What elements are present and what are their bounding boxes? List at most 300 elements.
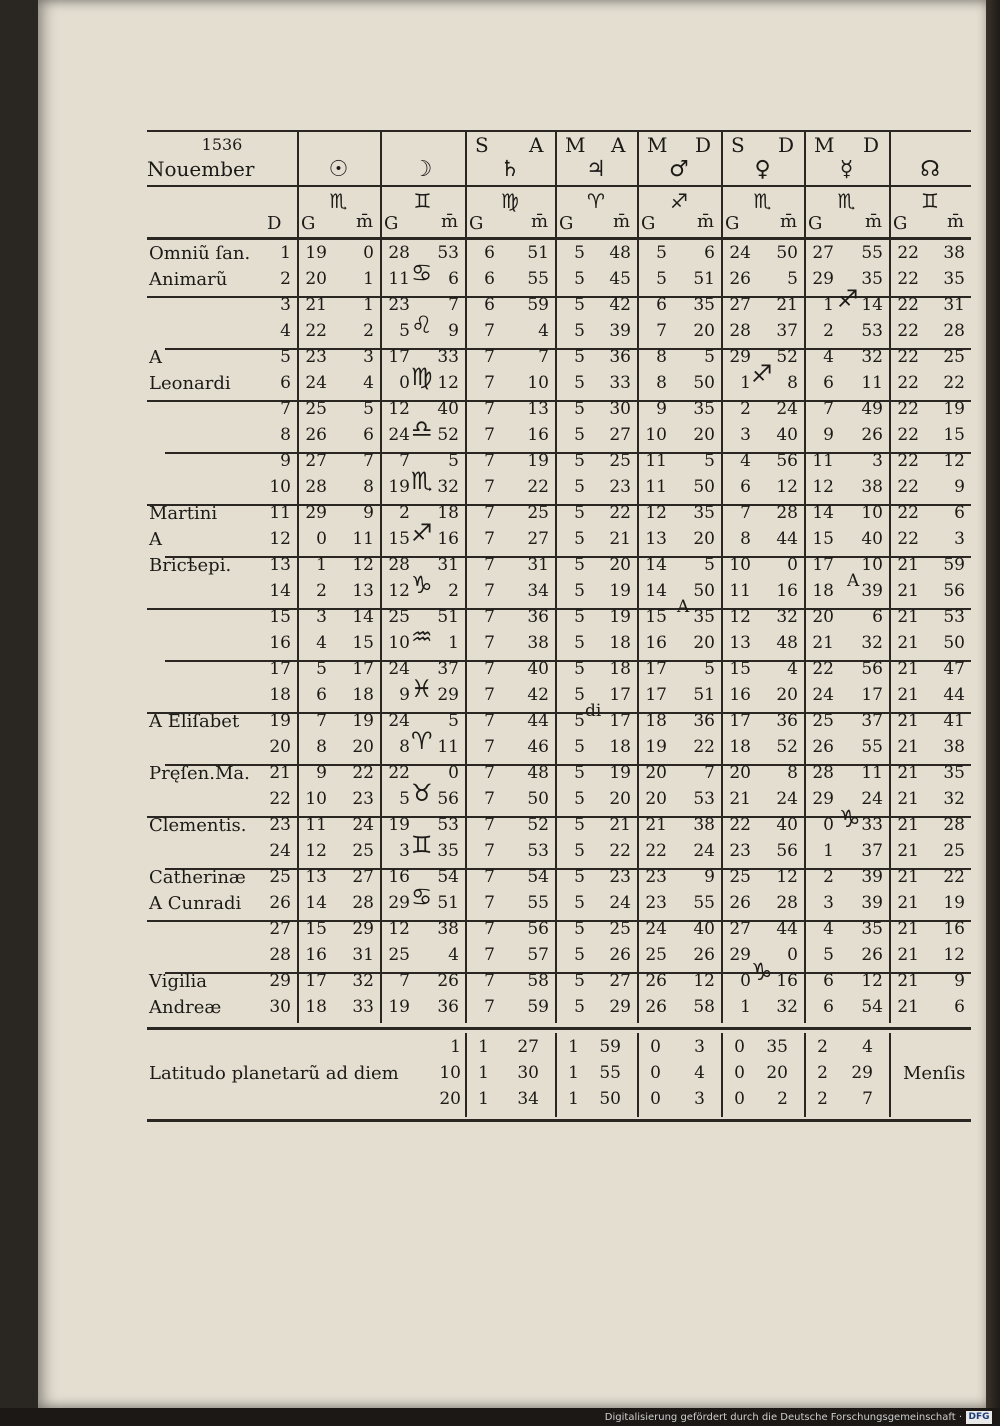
minute-value: 52 (527, 815, 549, 835)
minute-value: 8 (787, 373, 798, 393)
day-number: 1 (280, 243, 291, 263)
degree-value: 8 (316, 737, 327, 757)
minute-value: 34 (527, 581, 549, 601)
degree-value: 13 (729, 633, 751, 653)
column-rule (721, 130, 723, 1023)
degree-label: G (808, 213, 823, 234)
mercury-sign-mark: ♐ (837, 284, 859, 313)
minute-value: 51 (693, 269, 715, 289)
minute-value: 6 (872, 607, 883, 627)
minute-value: 21 (609, 815, 631, 835)
degree-value: 6 (823, 997, 834, 1017)
degree-value: 21 (645, 815, 667, 835)
degree-label: G (725, 213, 740, 234)
degree-value: 12 (388, 581, 410, 601)
minute-value: 32 (437, 477, 459, 497)
zodiac-sign: ♍ (501, 189, 519, 213)
minute-value: 12 (776, 867, 798, 887)
minute-value: 53 (527, 841, 549, 861)
minute-value: 14 (352, 607, 374, 627)
minute-value: 19 (943, 893, 965, 913)
degree-value: 10 (729, 555, 751, 575)
minute-value: 5 (704, 347, 715, 367)
minute-value: 39 (861, 867, 883, 887)
degree-value: 21 (897, 789, 919, 809)
minute-value: 23 (609, 867, 631, 887)
minute-value: 35 (693, 399, 715, 419)
minute-value: 12 (693, 971, 715, 991)
degree-value: 22 (897, 373, 919, 393)
latitude-degree: 2 (817, 1089, 828, 1109)
degree-value: 7 (484, 737, 495, 757)
degree-value: 20 (645, 763, 667, 783)
latitude-degree: 2 (817, 1063, 828, 1083)
degree-value: 12 (729, 607, 751, 627)
degree-label: G (893, 213, 908, 234)
column-rule (804, 130, 806, 1023)
minute-value: 55 (693, 893, 715, 913)
degree-value: 22 (897, 503, 919, 523)
minute-value: 51 (437, 607, 459, 627)
feast-name: Animarũ (149, 269, 228, 290)
day-number: 3 (280, 295, 291, 315)
minute-value: 24 (693, 841, 715, 861)
minute-value: 59 (527, 295, 549, 315)
degree-label: G (559, 213, 574, 234)
degree-value: 27 (729, 919, 751, 939)
minute-value: 26 (861, 945, 883, 965)
minute-value: 21 (776, 295, 798, 315)
minute-value: 24 (609, 893, 631, 913)
latitude-minute: 30 (517, 1063, 539, 1083)
degree-value: 21 (897, 659, 919, 679)
degree-value: 7 (656, 321, 667, 341)
minute-value: 7 (363, 451, 374, 471)
minute-value: 32 (861, 633, 883, 653)
minute-value: 5 (787, 269, 798, 289)
degree-value: 10 (388, 633, 410, 653)
degree-value: 29 (812, 789, 834, 809)
degree-label: G (641, 213, 656, 234)
degree-value: 22 (812, 659, 834, 679)
degree-value: 5 (574, 477, 585, 497)
latitude-day: 10 (439, 1063, 461, 1083)
day-number: 23 (269, 815, 291, 835)
latitude-minute: 4 (862, 1037, 873, 1057)
degree-value: 5 (574, 373, 585, 393)
latitude-column-rule (465, 1033, 467, 1117)
degree-value: 5 (574, 737, 585, 757)
minute-value: 10 (527, 373, 549, 393)
latitude-column-rule (721, 1033, 723, 1117)
degree-value: 5 (574, 997, 585, 1017)
minute-value: 38 (943, 243, 965, 263)
degree-value: 23 (305, 347, 327, 367)
degree-value: 27 (305, 451, 327, 471)
minute-value: 28 (943, 815, 965, 835)
degree-value: 5 (574, 581, 585, 601)
moon-sign-mark: ♎ (411, 415, 433, 443)
minute-value: 19 (609, 763, 631, 783)
minute-value: 30 (609, 399, 631, 419)
minute-value: 46 (527, 737, 549, 757)
degree-value: 7 (484, 373, 495, 393)
latitude-minute: 3 (694, 1089, 705, 1109)
degree-value: 7 (484, 841, 495, 861)
degree-value: 8 (399, 737, 410, 757)
minute-value: 35 (693, 295, 715, 315)
feast-name: Clementis. (149, 815, 247, 836)
degree-value: 17 (388, 347, 410, 367)
minute-value: 7 (704, 763, 715, 783)
degree-value: 5 (574, 633, 585, 653)
minute-value: 27 (609, 425, 631, 445)
minute-value: 35 (437, 841, 459, 861)
degree-value: 15 (305, 919, 327, 939)
degree-value: 6 (484, 243, 495, 263)
minute-value: 20 (693, 529, 715, 549)
minute-value: 25 (943, 347, 965, 367)
degree-value: 5 (316, 659, 327, 679)
degree-value: 7 (484, 555, 495, 575)
degree-value: 7 (484, 685, 495, 705)
degree-value: 3 (823, 893, 834, 913)
degree-value: 12 (812, 477, 834, 497)
degree-value: 23 (645, 867, 667, 887)
minute-value: 52 (776, 347, 798, 367)
minute-value: 58 (527, 971, 549, 991)
minute-value: 16 (527, 425, 549, 445)
column-rule (889, 130, 891, 1023)
minute-value: 31 (943, 295, 965, 315)
latitude-column-rule (889, 1033, 891, 1117)
latitude-minute: 3 (694, 1037, 705, 1057)
day-number: 20 (269, 737, 291, 757)
degree-value: 13 (645, 529, 667, 549)
minute-value: 23 (609, 477, 631, 497)
minute-value: 51 (693, 685, 715, 705)
minute-value: 0 (787, 945, 798, 965)
degree-value: 14 (812, 503, 834, 523)
degree-value: 6 (484, 295, 495, 315)
degree-value: 22 (645, 841, 667, 861)
degree-value: 20 (729, 763, 751, 783)
degree-value: 7 (484, 347, 495, 367)
minute-value: 36 (527, 607, 549, 627)
degree-value: 22 (897, 425, 919, 445)
degree-value: 17 (812, 555, 834, 575)
minute-value: 2 (448, 581, 459, 601)
degree-value: 7 (484, 789, 495, 809)
moon-sign-mark: ♉ (411, 779, 433, 807)
minute-value: 54 (861, 997, 883, 1017)
degree-value: 22 (897, 269, 919, 289)
degree-value: 5 (574, 711, 585, 731)
degree-value: 21 (729, 789, 751, 809)
degree-value: 7 (399, 971, 410, 991)
degree-value: 18 (812, 581, 834, 601)
minute-value: 9 (954, 971, 965, 991)
degree-value: 29 (729, 347, 751, 367)
mercury-mark: A (847, 570, 860, 591)
degree-value: 25 (388, 945, 410, 965)
degree-value: 9 (656, 399, 667, 419)
minute-value: 32 (943, 789, 965, 809)
feast-name: Bricѣepi. (149, 555, 232, 576)
minute-value: 26 (693, 945, 715, 965)
minute-value: 38 (527, 633, 549, 653)
latitude-minute: 7 (862, 1089, 873, 1109)
day-number: 6 (280, 373, 291, 393)
minute-value: 54 (527, 867, 549, 887)
degree-value: 5 (399, 321, 410, 341)
minute-value: 55 (527, 893, 549, 913)
degree-value: 5 (574, 893, 585, 913)
degree-value: 7 (484, 867, 495, 887)
degree-value: 28 (729, 321, 751, 341)
feast-name: Catherinæ (149, 867, 246, 888)
degree-value: 17 (305, 971, 327, 991)
day-column-label: D (267, 213, 282, 234)
degree-value: 5 (574, 815, 585, 835)
degree-value: 22 (897, 399, 919, 419)
planet-symbol: ☿ (839, 157, 854, 182)
minute-value: 31 (352, 945, 374, 965)
degree-value: 21 (897, 971, 919, 991)
minute-value: 20 (609, 789, 631, 809)
degree-value: 22 (897, 243, 919, 263)
data-bottom-rule (147, 1027, 971, 1030)
minute-value: 3 (954, 529, 965, 549)
moon-sign-mark: ♒ (411, 623, 433, 651)
feast-name: A (149, 347, 162, 368)
minute-value: 56 (776, 841, 798, 861)
degree-value: 16 (729, 685, 751, 705)
minute-value: 40 (693, 919, 715, 939)
degree-value: 20 (305, 269, 327, 289)
day-number: 24 (269, 841, 291, 861)
degree-value: 26 (645, 971, 667, 991)
table-final-rule (147, 1119, 971, 1122)
minute-value: 19 (609, 607, 631, 627)
degree-value: 2 (740, 399, 751, 419)
venus-sign-mark: ♐ (751, 360, 773, 388)
degree-value: 1 (316, 555, 327, 575)
feast-name: Vigilia (149, 971, 207, 992)
day-number: 27 (269, 919, 291, 939)
degree-value: 24 (388, 425, 410, 445)
degree-value: 5 (574, 529, 585, 549)
degree-value: 5 (574, 399, 585, 419)
degree-value: 0 (823, 815, 834, 835)
minute-value: 19 (352, 711, 374, 731)
degree-value: 7 (740, 503, 751, 523)
minute-value: 35 (943, 269, 965, 289)
day-number: 28 (269, 945, 291, 965)
degree-value: 28 (305, 477, 327, 497)
latitude-degree: 1 (568, 1037, 579, 1057)
minute-value: 5 (704, 555, 715, 575)
aspect-letter: M (647, 133, 668, 157)
minute-value: 4 (448, 945, 459, 965)
day-number: 8 (280, 425, 291, 445)
minute-value: 7 (448, 295, 459, 315)
degree-value: 2 (823, 321, 834, 341)
degree-value: 5 (574, 971, 585, 991)
minute-label: m̄ (531, 211, 549, 232)
planet-symbol: ♂ (669, 157, 689, 182)
degree-value: 9 (399, 685, 410, 705)
day-number: 10 (269, 477, 291, 497)
planet-symbol: ☊ (920, 157, 940, 182)
latitude-minute: 59 (599, 1037, 621, 1057)
day-number: 17 (269, 659, 291, 679)
degree-value: 21 (897, 867, 919, 887)
minute-value: 3 (363, 347, 374, 367)
degree-value: 2 (823, 867, 834, 887)
minute-value: 1 (363, 295, 374, 315)
minute-value: 3 (872, 451, 883, 471)
degree-value: 26 (729, 893, 751, 913)
minute-value: 36 (776, 711, 798, 731)
minute-value: 49 (861, 399, 883, 419)
minute-value: 35 (693, 503, 715, 523)
minute-value: 35 (861, 919, 883, 939)
latitude-minute: 27 (517, 1037, 539, 1057)
degree-value: 15 (729, 659, 751, 679)
column-rule (297, 130, 299, 1023)
minute-value: 50 (776, 243, 798, 263)
degree-value: 10 (645, 425, 667, 445)
degree-value: 11 (305, 815, 327, 835)
degree-value: 24 (388, 711, 410, 731)
latitude-column-rule (555, 1033, 557, 1117)
latitude-degree: 0 (650, 1063, 661, 1083)
minute-value: 26 (437, 971, 459, 991)
degree-value: 19 (388, 477, 410, 497)
degree-value: 21 (897, 893, 919, 913)
minute-value: 29 (352, 919, 374, 939)
minute-value: 40 (776, 425, 798, 445)
aspect-letter: A (529, 133, 544, 157)
zodiac-sign: ♏ (329, 189, 348, 213)
minute-value: 19 (527, 451, 549, 471)
minute-value: 6 (954, 503, 965, 523)
feast-name: A Eliſabet (149, 711, 240, 732)
minute-value: 35 (693, 607, 715, 627)
degree-value: 2 (316, 581, 327, 601)
minute-value: 40 (776, 815, 798, 835)
minute-value: 39 (861, 893, 883, 913)
degree-value: 7 (484, 425, 495, 445)
degree-value: 11 (729, 581, 751, 601)
latitude-degree: 0 (734, 1089, 745, 1109)
minute-value: 47 (943, 659, 965, 679)
minute-value: 16 (776, 971, 798, 991)
minute-value: 5 (704, 451, 715, 471)
degree-value: 25 (645, 945, 667, 965)
degree-value: 21 (897, 711, 919, 731)
minute-value: 28 (776, 503, 798, 523)
degree-value: 7 (484, 321, 495, 341)
degree-value: 17 (645, 659, 667, 679)
degree-value: 0 (316, 529, 327, 549)
minute-value: 55 (527, 269, 549, 289)
minute-value: 39 (861, 581, 883, 601)
degree-value: 23 (388, 295, 410, 315)
minute-value: 20 (609, 555, 631, 575)
minute-value: 28 (352, 893, 374, 913)
degree-value: 5 (574, 867, 585, 887)
minute-value: 18 (609, 659, 631, 679)
aspect-letter: A (611, 133, 626, 157)
degree-value: 5 (574, 451, 585, 471)
zodiac-sign: ♏ (837, 189, 856, 213)
degree-value: 21 (897, 581, 919, 601)
degree-value: 19 (388, 997, 410, 1017)
latitude-degree: 0 (734, 1063, 745, 1083)
minute-value: 37 (861, 711, 883, 731)
minute-label: m̄ (947, 211, 965, 232)
degree-value: 4 (823, 919, 834, 939)
degree-value: 5 (574, 685, 585, 705)
latitude-degree: 1 (478, 1089, 489, 1109)
degree-value: 4 (316, 633, 327, 653)
minute-value: 58 (693, 997, 715, 1017)
month-label: Nouember (147, 157, 255, 181)
degree-value: 11 (388, 269, 410, 289)
minute-value: 12 (352, 555, 374, 575)
day-number: 29 (269, 971, 291, 991)
minute-value: 13 (527, 399, 549, 419)
degree-value: 8 (656, 373, 667, 393)
mars-mark: A (677, 596, 690, 617)
degree-value: 7 (484, 763, 495, 783)
degree-value: 7 (484, 997, 495, 1017)
minute-value: 33 (437, 347, 459, 367)
degree-value: 5 (574, 945, 585, 965)
degree-value: 7 (484, 659, 495, 679)
degree-value: 5 (574, 555, 585, 575)
minute-value: 25 (527, 503, 549, 523)
minute-label: m̄ (356, 211, 374, 232)
minute-value: 51 (527, 243, 549, 263)
degree-value: 19 (305, 243, 327, 263)
degree-value: 26 (305, 425, 327, 445)
latitude-minute: 35 (766, 1037, 788, 1057)
minute-value: 56 (527, 919, 549, 939)
moon-sign-mark: ♈ (411, 727, 433, 755)
day-number: 19 (269, 711, 291, 731)
latitude-label: Latitudo planetarũ ad diem (149, 1063, 399, 1084)
degree-value: 1 (740, 373, 751, 393)
latitude-degree: 2 (817, 1037, 828, 1057)
minute-value: 18 (437, 503, 459, 523)
minute-value: 53 (437, 815, 459, 835)
minute-value: 31 (527, 555, 549, 575)
degree-value: 1 (740, 997, 751, 1017)
degree-value: 12 (388, 399, 410, 419)
minute-value: 27 (609, 971, 631, 991)
minute-value: 6 (363, 425, 374, 445)
degree-value: 6 (316, 685, 327, 705)
day-number: 16 (269, 633, 291, 653)
minute-value: 20 (693, 425, 715, 445)
minute-value: 38 (943, 737, 965, 757)
degree-value: 5 (574, 321, 585, 341)
minute-value: 22 (943, 373, 965, 393)
degree-value: 7 (484, 893, 495, 913)
